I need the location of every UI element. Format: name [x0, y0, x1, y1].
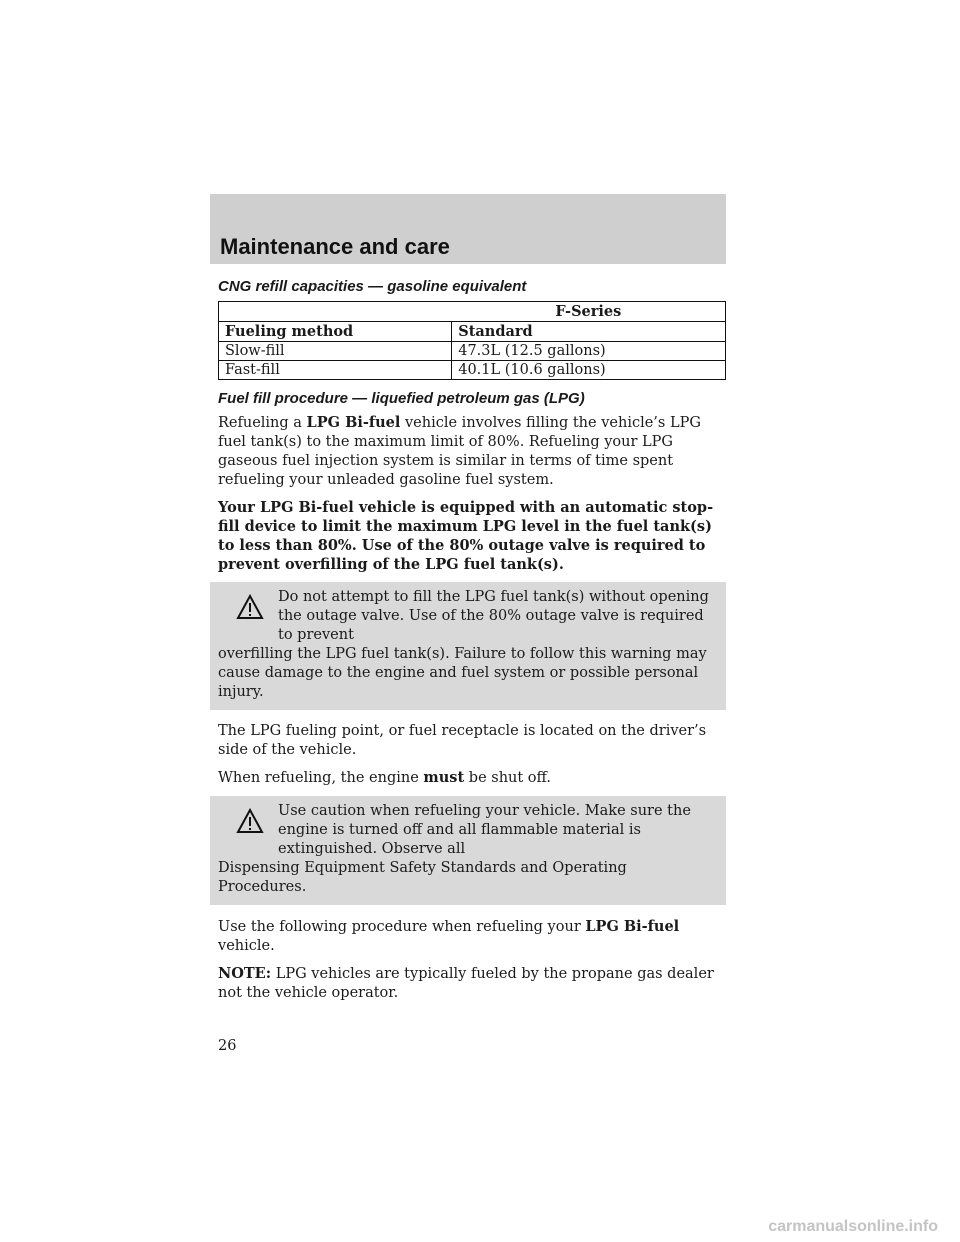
text-run: Refueling a [218, 415, 307, 431]
watermark-text: carmanualsonline.info [768, 1218, 938, 1235]
emphasis-text: must [423, 769, 465, 786]
table-cell: Slow-fill [219, 342, 452, 361]
warning-box-1 [210, 582, 726, 710]
note-text: LPG vehicles are typically fueled by the propane gas dealer not the vehicle operator. [218, 966, 714, 1001]
lpg-heading: Fuel fill procedure — liquefied petroleum gas (LPG) [218, 390, 585, 407]
warning-triangle-icon [236, 594, 264, 620]
table-row [219, 361, 726, 380]
text-run: vehicle. [218, 938, 275, 954]
section-title: Maintenance and care [220, 234, 450, 259]
warning-text-rest: overfilling the LPG fuel tank(s). Failure to follow this warning may cause damage to the engine and fuel system or possible personal injury. [218, 646, 707, 700]
text-run: Use the following procedure when refueling your [218, 919, 586, 935]
emphasis-text: LPG Bi-fuel [585, 918, 680, 935]
text-run: When refueling, the engine [218, 770, 424, 786]
table-group-header: F-Series [452, 302, 726, 322]
cng-capacity-table [218, 301, 726, 380]
text-run: vehicle involves filling the vehicle’s LPG fuel tank(s) to the maximum limit of 80%. Refueling your LPG gaseous fuel injection system is similar in terms of time spent refueling your unleaded gasoline fuel system. [218, 415, 701, 488]
table-cell: Fast-fill [219, 361, 452, 380]
lpg-paragraph-2: Your LPG Bi-fuel vehicle is equipped with an automatic stop-fill device to limit the maximum LPG level in the fuel tank(s) to less than 80%. Use of the 80% outage valve is required to prevent overfilling of the LPG fuel tank(s). [218, 499, 714, 573]
warning-text-rest: Dispensing Equipment Safety Standards and Operating Procedures. [218, 860, 627, 895]
table-corner-cell [219, 302, 452, 322]
section-header-bar [210, 194, 726, 264]
column-header-method: Fueling method [219, 322, 452, 342]
table-cell: 47.3L (12.5 gallons) [452, 342, 726, 361]
cng-heading: CNG refill capacities — gasoline equivalent [218, 278, 527, 295]
note-paragraph [218, 964, 726, 1003]
lpg-paragraph-4 [218, 768, 726, 788]
table-cell: 40.1L (10.6 gallons) [452, 361, 726, 380]
note-label: NOTE: [218, 965, 272, 982]
table-row [219, 342, 726, 361]
page-content [218, 278, 726, 1011]
page-number: 26 [218, 1038, 237, 1054]
column-header-standard: Standard [452, 322, 726, 342]
lpg-paragraph-1 [218, 413, 726, 490]
warning-box-2 [210, 796, 726, 905]
warning-triangle-icon [236, 808, 264, 834]
warning-text-first: Do not attempt to fill the LPG fuel tank(s) without opening the outage valve. Use of the 80% outage valve is required to prevent [278, 589, 709, 643]
text-run: be shut off. [464, 770, 551, 786]
emphasis-text: LPG Bi-fuel [306, 414, 401, 431]
warning-text-first: Use caution when refueling your vehicle. Make sure the engine is turned off and all flammable material is extinguished. Observe all [278, 803, 691, 857]
lpg-paragraph-5 [218, 917, 726, 956]
lpg-paragraph-3: The LPG fueling point, or fuel receptacle is located on the driver’s side of the vehicle. [218, 723, 707, 758]
